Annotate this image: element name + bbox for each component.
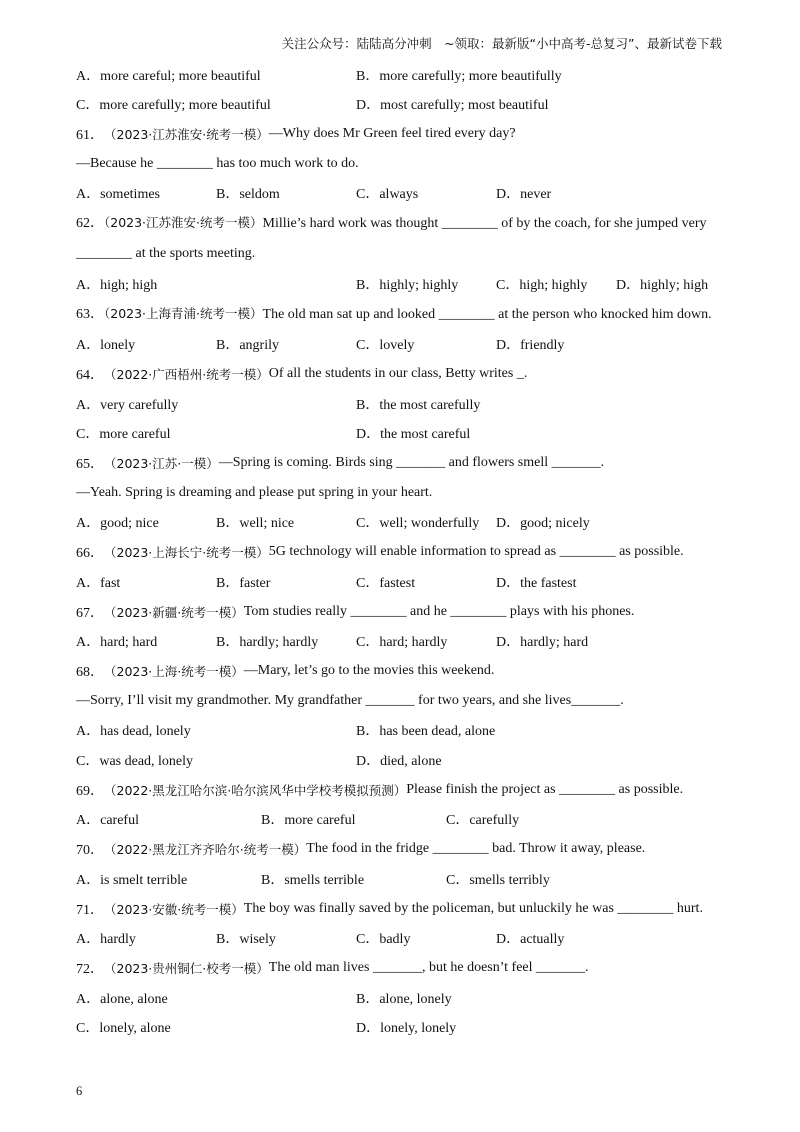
- option-c: C．well; wonderfully: [356, 516, 480, 532]
- question-number: 66．: [76, 546, 104, 561]
- options-row: [76, 60, 726, 90]
- question-66: [76, 537, 726, 567]
- option-b: B．smells terrible: [261, 872, 365, 888]
- options-row: [76, 269, 726, 299]
- options-row: [76, 627, 726, 657]
- question-number: 61．: [76, 128, 104, 143]
- page-number: 6: [76, 1084, 83, 1098]
- option-b: B．more careful: [261, 813, 356, 829]
- option-c: C．badly: [356, 932, 411, 948]
- question-61: [76, 119, 726, 149]
- option-a: A．hardly: [76, 932, 136, 948]
- question-number: 68．: [76, 665, 104, 680]
- option-c: C．smells terribly: [446, 872, 550, 888]
- question-number: 71．: [76, 902, 104, 918]
- question-67: [76, 597, 726, 627]
- question-stem: The food in the fridge ________ bad. Throw it away, please.: [306, 841, 646, 856]
- question-source: （2023·上海长宁·统考一模）: [104, 545, 269, 560]
- option-c: C．high; highly: [496, 277, 588, 293]
- question-63: [76, 299, 726, 330]
- question-source: （2022·广西梧州·统考一模）: [104, 367, 269, 382]
- question-number: 69．: [76, 783, 104, 799]
- option-d: D．the fastest: [496, 575, 577, 591]
- question-64: [76, 359, 726, 389]
- option-a: A．high; high: [76, 277, 158, 293]
- question-source: （2023·上海青浦·统考一模）: [104, 305, 263, 321]
- option-c: C．was dead, lonely: [76, 753, 194, 769]
- question-number: 67．: [76, 605, 104, 621]
- options-row: [76, 716, 726, 746]
- question-source: （2023·江苏·一模）: [104, 456, 219, 471]
- options-row: [76, 90, 726, 120]
- option-b: B．alone, lonely: [356, 991, 452, 1007]
- option-d: D．never: [496, 187, 552, 203]
- question-72: [76, 953, 726, 983]
- option-b: B．the most carefully: [356, 397, 481, 413]
- option-d: D．most carefully; most beautiful: [356, 98, 549, 114]
- question-69: [76, 775, 726, 805]
- option-d: D．friendly: [496, 338, 565, 354]
- question-number: 64．: [76, 368, 104, 383]
- question-source: （2023·江苏淮安·统考一模）: [104, 127, 269, 142]
- option-a: A．lonely: [76, 338, 136, 354]
- option-a: A．hard; hard: [76, 635, 158, 651]
- option-b: B．wisely: [216, 932, 276, 948]
- option-c: C．hard; hardly: [356, 635, 448, 651]
- question-source: （2023·上海·统考一模）: [104, 664, 244, 679]
- option-d: D．the most careful: [356, 427, 471, 443]
- option-d: D．highly; high: [616, 277, 709, 293]
- question-continuation: —Yeah. Spring is dreaming and please put spring in your heart.: [76, 484, 433, 500]
- option-d: D．good; nicely: [496, 516, 590, 532]
- question-source: （2023·安徽·统考一模）: [104, 901, 244, 917]
- option-c: C．always: [356, 187, 419, 203]
- question-continuation: —Because he ________ has too much work to do.: [76, 155, 359, 171]
- question-stem: Tom studies really ________ and he ________ plays with his phones.: [243, 603, 635, 619]
- question-source: （2023·贵州铜仁·校考一模）: [104, 961, 269, 976]
- option-c: C．carefully: [446, 813, 520, 829]
- question-number: 70．: [76, 843, 104, 858]
- question-stem: Millie’s hard work was thought ________ of by the coach, for she jumped very ________ at the sports meeting.: [76, 216, 707, 261]
- question-source: （2023·江苏淮安·统考一模）: [104, 215, 263, 230]
- question-number: 63．: [76, 306, 104, 322]
- option-a: A．sometimes: [76, 187, 160, 203]
- options-row: [76, 508, 726, 538]
- option-d: D．actually: [496, 932, 565, 948]
- question-stem: Please finish the project as ________ as possible.: [406, 781, 684, 797]
- option-b: B．angrily: [216, 338, 279, 354]
- option-c: C．more careful: [76, 427, 171, 443]
- option-a: A．more careful; more beautiful: [76, 68, 261, 84]
- options-row: [76, 419, 726, 449]
- question-stem: The old man sat up and looked ________ at the person who knocked him down.: [262, 306, 712, 322]
- option-b: B．seldom: [216, 187, 280, 203]
- question-stem: 5G technology will enable information to spread as ________ as possible.: [268, 544, 684, 559]
- option-a: A．fast: [76, 575, 121, 591]
- options-row: [76, 745, 726, 775]
- options-row: [76, 330, 726, 360]
- options-row: [76, 179, 726, 209]
- question-stem: —Spring is coming. Birds sing _______ and flowers smell _______.: [218, 455, 605, 470]
- question-70: [76, 834, 726, 864]
- options-row: [76, 1013, 726, 1043]
- option-c: C．lonely, alone: [76, 1021, 171, 1037]
- option-a: A．good; nice: [76, 516, 159, 532]
- question-71: [76, 894, 726, 924]
- options-row: [76, 567, 726, 597]
- option-c: C．lovely: [356, 338, 415, 354]
- question-number: 65．: [76, 457, 104, 472]
- question-source: （2023·新疆·统考一模）: [104, 604, 244, 620]
- question-source: （2022·黑龙江齐齐哈尔·统考一模）: [104, 842, 307, 857]
- question-continuation: —Sorry, I’ll visit my grandmother. My grandfather _______ for two years, and she lives_______.: [76, 692, 624, 708]
- question-68: [76, 656, 726, 686]
- question-65: [76, 448, 726, 478]
- question-number: 62．: [76, 216, 104, 231]
- options-row: [76, 924, 726, 954]
- option-c: C．fastest: [356, 575, 416, 591]
- options-row: [76, 864, 726, 894]
- question-stem: —Mary, let’s go to the movies this weekend.: [243, 663, 495, 678]
- question-list: [76, 60, 726, 1042]
- question-stem: The old man lives _______, but he doesn’t feel _______.: [268, 960, 589, 975]
- option-c: C．more carefully; more beautiful: [76, 98, 271, 114]
- option-b: B．highly; highly: [356, 277, 459, 293]
- options-row: [76, 389, 726, 419]
- option-a: A．careful: [76, 813, 139, 829]
- option-a: A．has dead, lonely: [76, 724, 191, 740]
- option-b: B．hardly; hardly: [216, 635, 319, 651]
- option-a: A．is smelt terrible: [76, 872, 188, 888]
- question-62: [76, 208, 726, 269]
- question-stem: —Why does Mr Green feel tired every day?: [268, 126, 516, 141]
- options-row: [76, 805, 726, 835]
- option-b: B．well; nice: [216, 516, 295, 532]
- option-d: D．lonely, lonely: [356, 1021, 457, 1037]
- page-header: 关注公众号：陆陆高分冲刺 ~领取：最新版“小中高考-总复习”、最新试卷下载: [281, 36, 722, 51]
- option-b: B．faster: [216, 575, 271, 591]
- option-d: D．hardly; hard: [496, 635, 589, 651]
- option-d: D．died, alone: [356, 753, 442, 769]
- options-row: [76, 983, 726, 1013]
- question-stem: The boy was finally saved by the policeman, but unluckily he was ________ hurt.: [243, 900, 703, 916]
- option-b: B．more carefully; more beautifully: [356, 68, 562, 84]
- option-a: A．very carefully: [76, 397, 179, 413]
- question-number: 72．: [76, 962, 104, 977]
- question-stem: Of all the students in our class, Betty writes _.: [268, 366, 528, 381]
- option-b: B．has been dead, alone: [356, 724, 496, 740]
- question-source: （2022·黑龙江哈尔滨·哈尔滨风华中学校考模拟预测）: [104, 782, 407, 798]
- option-a: A．alone, alone: [76, 991, 168, 1007]
